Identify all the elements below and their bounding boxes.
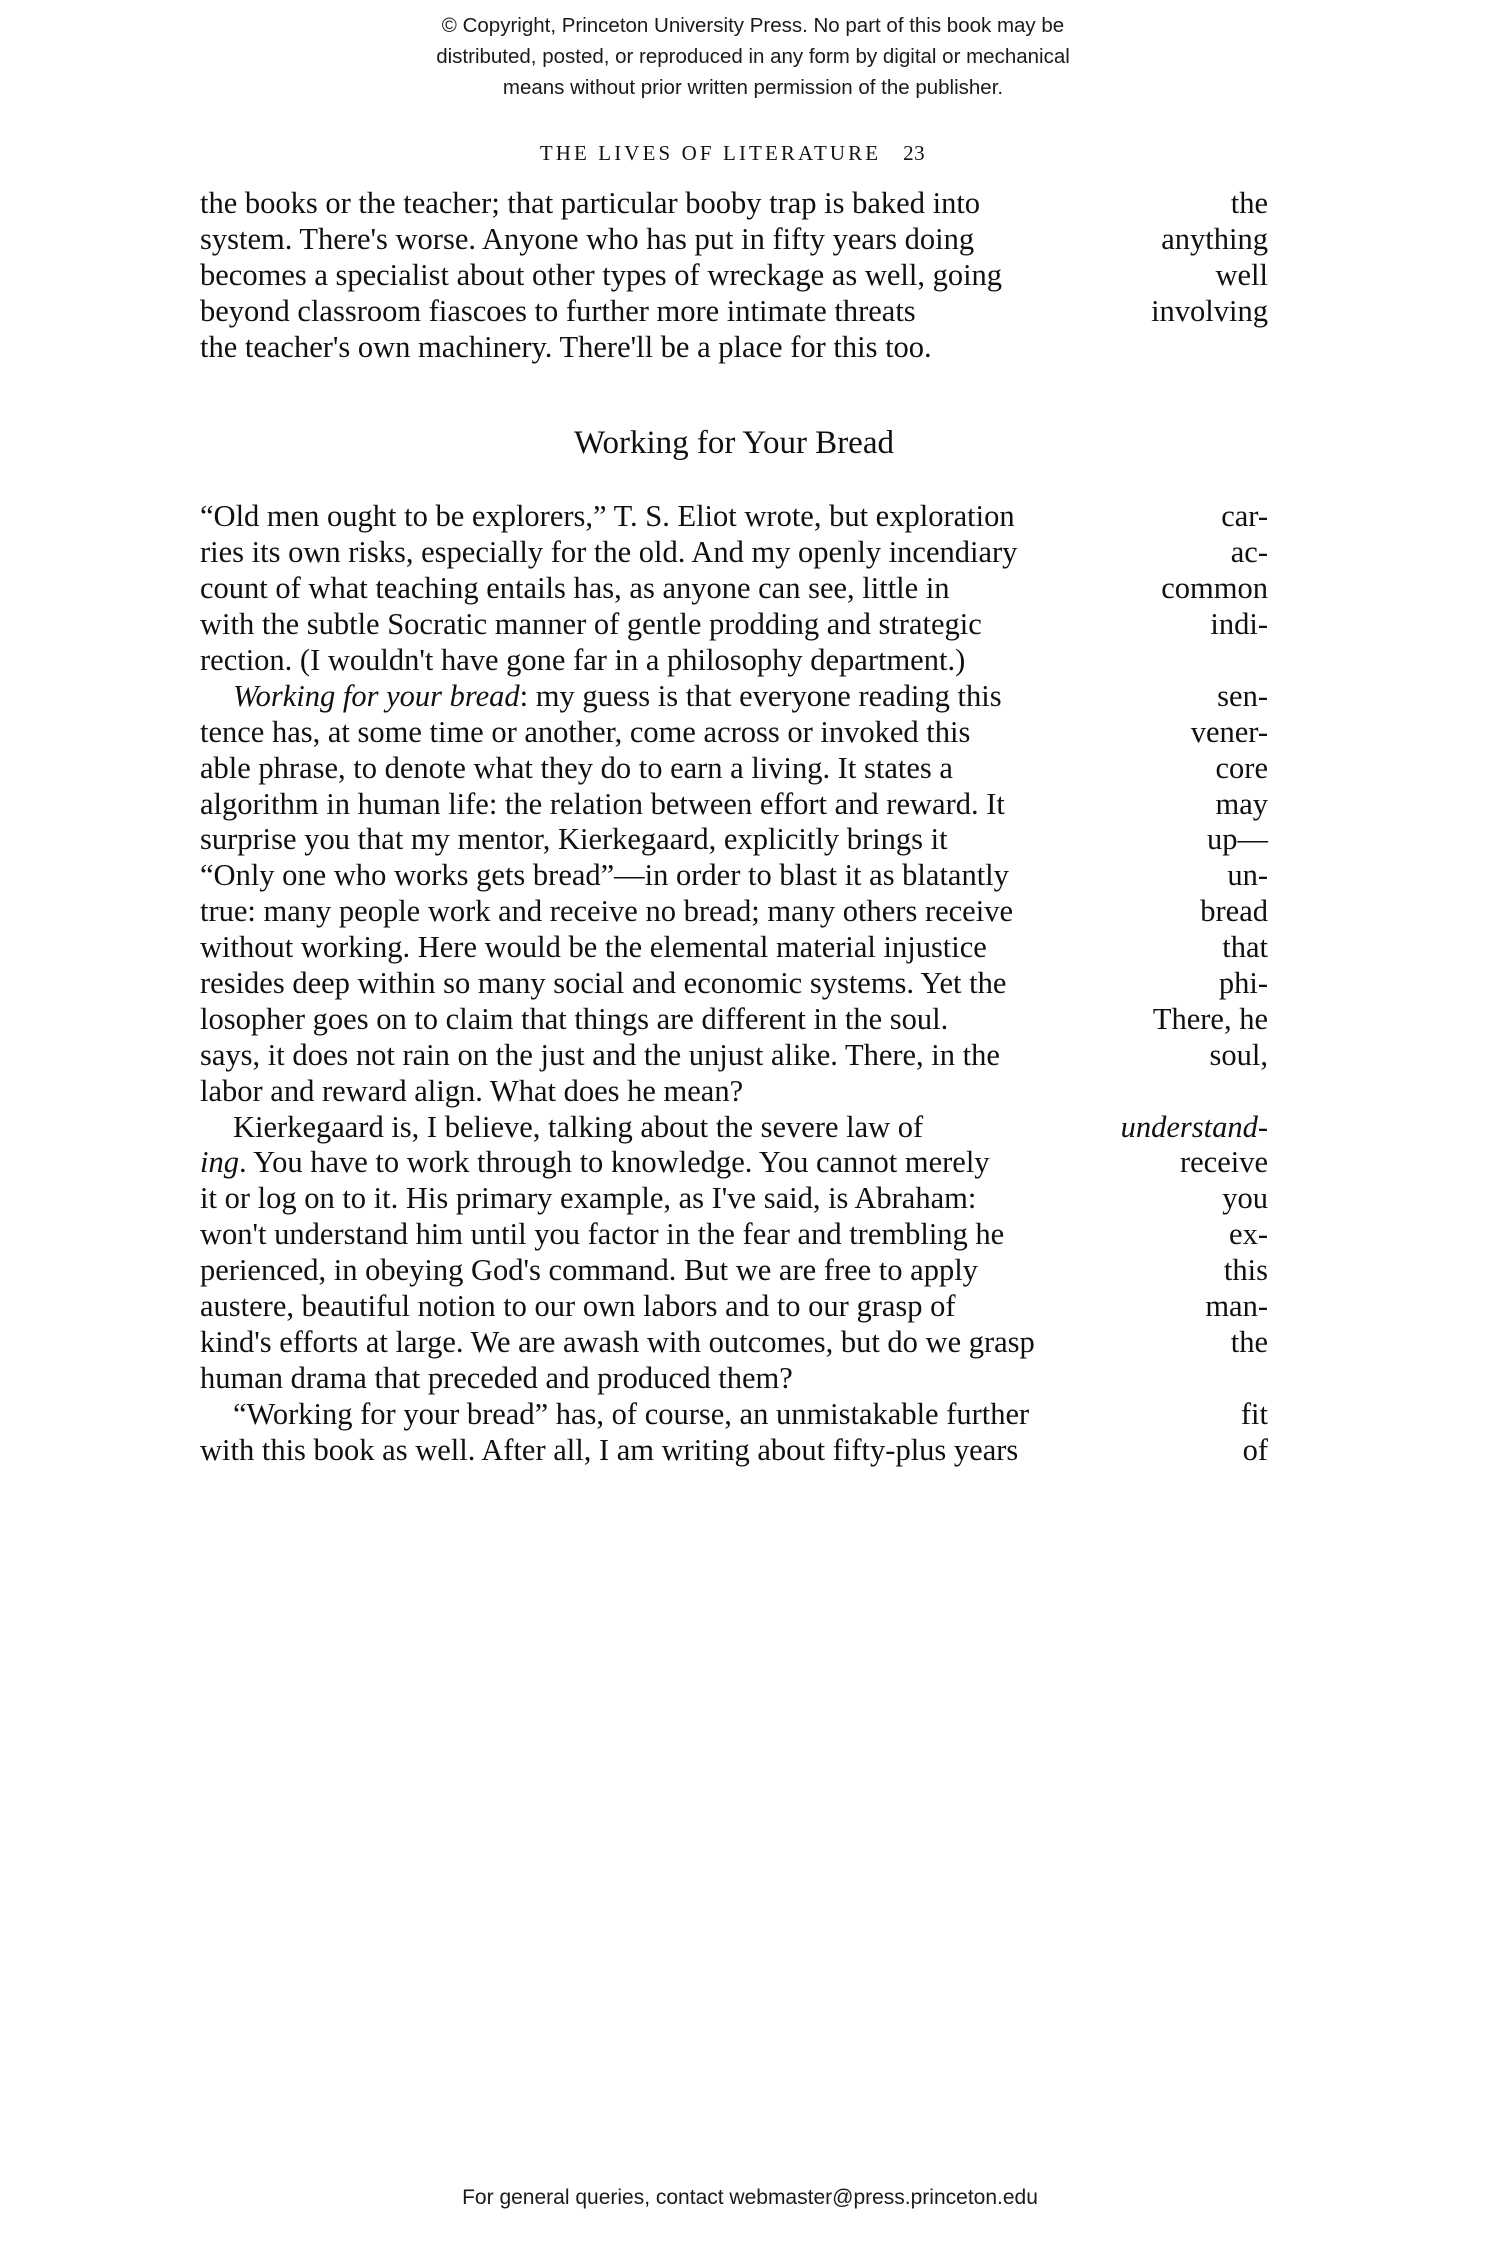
text-line: system. There's worse. Anyone who has put in fifty years doing anything xyxy=(200,221,1268,256)
text-line: ries its own risks, especially for the old. And my openly incendiary ac- xyxy=(200,535,1268,570)
body-text xyxy=(200,186,1268,1469)
italic-phrase: ing xyxy=(200,1145,239,1180)
text-line: with this book as well. After all, I am writing about fifty-plus years of xyxy=(200,1432,1268,1467)
italic-phrase: understand- xyxy=(1120,1109,1268,1144)
section-heading: Working for Your Bread xyxy=(574,425,894,462)
text-line: count of what teaching entails has, as anyone can see, little in common xyxy=(200,571,1268,606)
copyright-line: means without prior written permission of the publisher. xyxy=(502,76,1004,99)
paragraph-2 xyxy=(200,499,1268,678)
text-line: “Old men ought to be explorers,” T. S. Eliot wrote, but exploration car- xyxy=(200,499,1268,534)
paragraph-5 xyxy=(200,1397,1268,1469)
text-line: surprise you that my mentor, Kierkegaard, explicitly brings it up— xyxy=(200,822,1268,857)
text-line: able phrase, to denote what they do to earn a living. It states a core xyxy=(200,750,1268,785)
page-number: 23 xyxy=(903,141,926,165)
text-line: Kierkegaard is, I believe, talking about the severe law of understand- xyxy=(233,1109,1268,1144)
text-line: kind's efforts at large. We are awash with outcomes, but do we grasp the xyxy=(200,1324,1268,1359)
paragraph-1 xyxy=(200,186,1268,365)
text-line: true: many people work and receive no bread; many others receive bread xyxy=(200,894,1268,929)
text-line: the teacher's own machinery. There'll be a place for this too. xyxy=(200,329,932,364)
text-line: beyond classroom fiascoes to further more intimate threats involving xyxy=(200,293,1268,328)
text-line: losopher goes on to claim that things are different in the soul. There, he xyxy=(200,1001,1268,1036)
spacer xyxy=(200,365,1268,423)
spacer xyxy=(200,463,1268,499)
footer-notice: For general queries, contact webmaster@press.princeton.edu xyxy=(462,2186,1038,2209)
text-line: algorithm in human life: the relation between effort and reward. It may xyxy=(200,786,1268,821)
running-head xyxy=(200,141,1265,166)
text-line: human drama that preceded and produced them? xyxy=(200,1360,793,1395)
text-line: without working. Here would be the elemental material injustice that xyxy=(200,930,1268,965)
text-line: it or log on to it. His primary example, as I've said, is Abraham: you xyxy=(200,1181,1268,1216)
text-line: perienced, in obeying God's command. But we are free to apply this xyxy=(200,1253,1268,1288)
text-line: won't understand him until you factor in the fear and trembling he ex- xyxy=(200,1217,1268,1252)
text-line: labor and reward align. What does he mean? xyxy=(200,1073,744,1108)
text-line: with the subtle Socratic manner of gentle prodding and strategic indi- xyxy=(200,607,1268,642)
copyright-line: © Copyright, Princeton University Press. No part of this book may be xyxy=(441,14,1065,37)
running-head-title: THE LIVES OF LITERATURE xyxy=(539,141,882,165)
text-line: becomes a specialist about other types of wreckage as well, going well xyxy=(200,257,1268,292)
text-line: rection. (I wouldn't have gone far in a philosophy department.) xyxy=(200,643,966,678)
text-line: the books or the teacher; that particular booby trap is baked into the xyxy=(200,186,1268,220)
paragraph-3 xyxy=(200,679,1268,1110)
paragraph-4 xyxy=(200,1110,1268,1397)
text-line: austere, beautiful notion to our own labors and to our grasp of man- xyxy=(200,1289,1268,1324)
text-line: resides deep within so many social and economic systems. Yet the phi- xyxy=(200,966,1268,1001)
text-line: ing. You have to work through to knowledge. You cannot merely receive xyxy=(200,1145,1268,1180)
text-line: says, it does not rain on the just and the unjust alike. There, in the soul, xyxy=(200,1037,1268,1072)
italic-phrase: Working for your bread xyxy=(233,678,520,713)
text-line: Working for your bread: my guess is that everyone reading this sen- xyxy=(233,678,1268,713)
text-line: tence has, at some time or another, come across or invoked this vener- xyxy=(200,714,1268,749)
text-line: “Working for your bread” has, of course, an unmistakable further fit xyxy=(233,1396,1268,1431)
text-line: “Only one who works gets bread”—in order to blast it as blatantly un- xyxy=(200,858,1268,893)
copyright-notice xyxy=(318,10,1188,103)
copyright-line: distributed, posted, or reproduced in any form by digital or mechanical xyxy=(436,45,1070,68)
